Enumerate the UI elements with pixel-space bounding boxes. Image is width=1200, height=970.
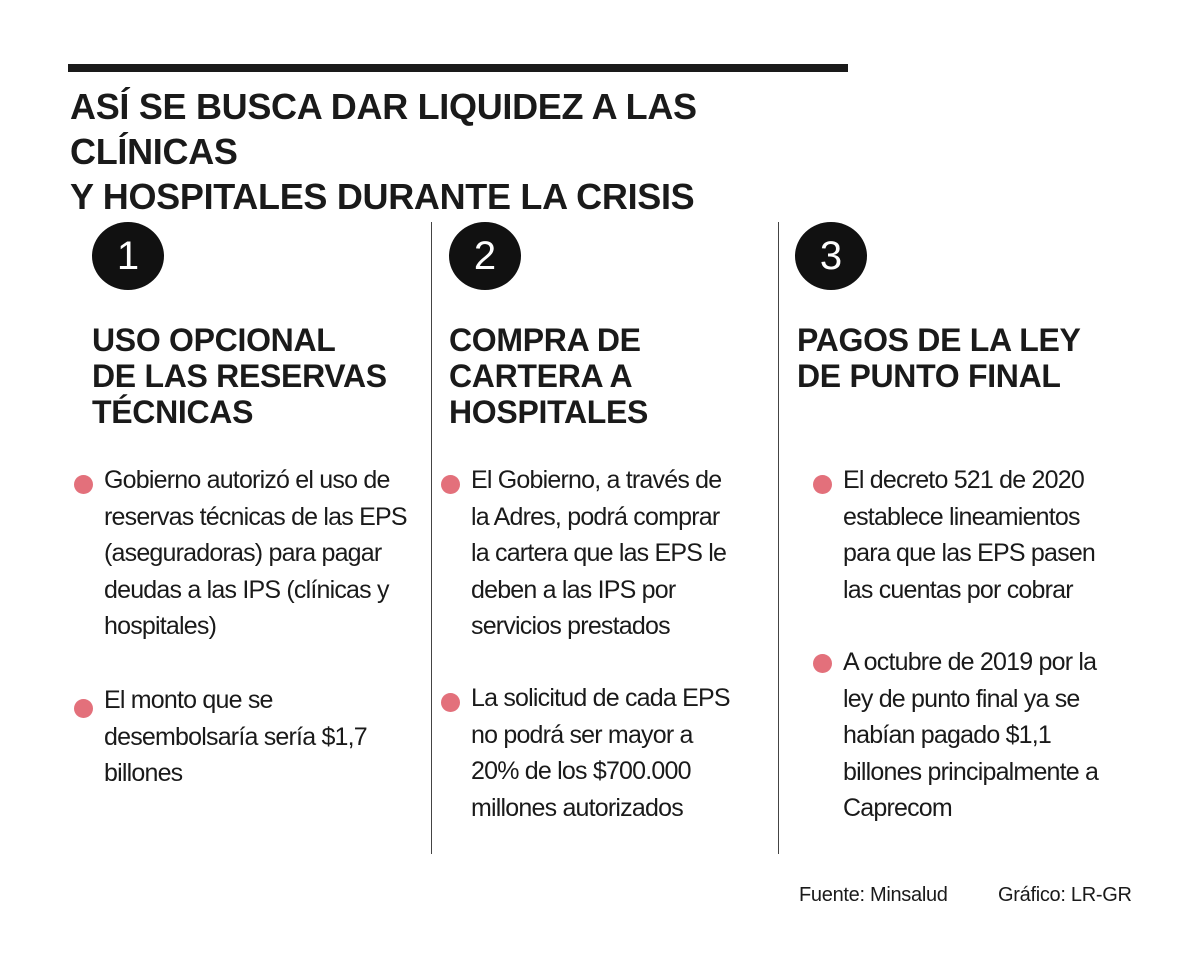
bullet-text	[104, 462, 407, 645]
bullet-line: El monto que se	[104, 686, 273, 714]
bullet-text	[471, 680, 730, 826]
page-title	[70, 84, 870, 219]
bullet-line: El decreto 521 de 2020	[843, 466, 1084, 494]
bullet-line: millones autorizados	[471, 793, 683, 822]
top-rule	[68, 64, 848, 72]
column-heading	[92, 322, 387, 430]
bullet-line: Gobierno autorizó el uso de	[104, 466, 390, 494]
column-divider	[778, 222, 779, 854]
step-number-badge: 3	[795, 222, 867, 290]
bullet-line: billones	[104, 759, 183, 787]
bullet-text	[843, 644, 1098, 827]
heading-line: CARTERA A	[449, 358, 633, 394]
heading-line: PAGOS DE LA LEY	[797, 322, 1081, 358]
column-heading	[449, 322, 648, 430]
bullet-line: La solicitud de cada EPS	[471, 684, 730, 712]
heading-line: DE LAS RESERVAS	[92, 358, 387, 394]
column-heading	[797, 322, 1081, 394]
title-line: Y HOSPITALES DURANTE LA CRISIS	[70, 176, 695, 217]
bullet-line: hospitales)	[104, 612, 217, 640]
heading-line: TÉCNICAS	[92, 394, 254, 430]
bullet-dot-icon	[74, 699, 93, 718]
bullet-dot-icon	[441, 475, 460, 494]
bullet-line: reservas técnicas de las EPS	[104, 502, 407, 531]
bullet-line: establece lineamientos	[843, 502, 1080, 531]
bullet-line: 20% de los $700.000	[471, 757, 691, 785]
bullet-dot-icon	[813, 654, 832, 673]
heading-line: HOSPITALES	[449, 394, 649, 430]
bullet-text	[843, 462, 1095, 608]
bullet-line: El Gobierno, a través de	[471, 466, 722, 494]
bullet-line: Caprecom	[843, 794, 952, 822]
heading-line: USO OPCIONAL	[92, 322, 336, 358]
step-number-badge: 2	[449, 222, 521, 290]
bullet-dot-icon	[74, 475, 93, 494]
bullet-line: ley de punto final ya se	[843, 684, 1080, 713]
title-line: ASÍ SE BUSCA DAR LIQUIDEZ A LAS CLÍNICAS	[70, 86, 697, 172]
bullet-line: deben a las IPS por	[471, 575, 676, 604]
bullet-line: servicios prestados	[471, 612, 670, 640]
bullet-line: la cartera que las EPS le	[471, 539, 727, 567]
bullet-line: (aseguradoras) para pagar	[104, 539, 382, 567]
bullet-line: habían pagado $1,1	[843, 721, 1052, 749]
bullet-line: desembolsaría sería $1,7	[104, 722, 367, 751]
bullet-line: no podrá ser mayor a	[471, 720, 693, 749]
bullet-line: billones principalmente a	[843, 757, 1099, 786]
bullet-line: la Adres, podrá comprar	[471, 502, 720, 531]
bullet-line: las cuentas por cobrar	[843, 575, 1073, 604]
step-number-badge: 1	[92, 222, 164, 290]
bullet-line: deudas a las IPS (clínicas y	[104, 575, 389, 604]
bullet-text	[104, 682, 367, 792]
graphic-credit: Gráfico: LR-GR	[998, 884, 1132, 906]
column-divider	[431, 222, 432, 854]
bullet-dot-icon	[441, 693, 460, 712]
bullet-dot-icon	[813, 475, 832, 494]
bullet-line: A octubre de 2019 por la	[843, 648, 1097, 676]
bullet-line: para que las EPS pasen	[843, 539, 1096, 567]
heading-line: COMPRA DE	[449, 322, 641, 358]
source-note: Fuente: Minsalud	[799, 884, 948, 906]
heading-line: DE PUNTO FINAL	[797, 358, 1061, 394]
bullet-text	[471, 462, 726, 645]
